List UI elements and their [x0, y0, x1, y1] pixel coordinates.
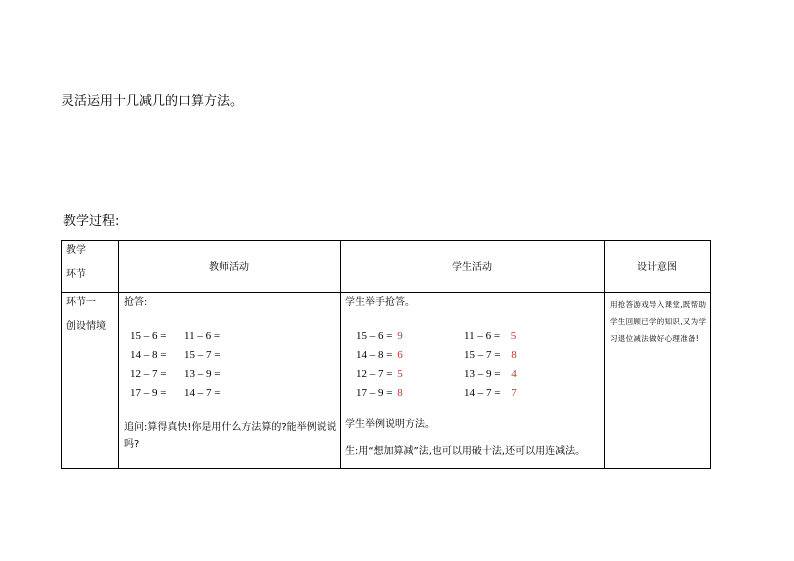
teacher-equation: 14 – 8 =	[130, 349, 167, 361]
teacher-equation: 17 – 9 =	[130, 387, 167, 399]
teacher-equation: 11 – 6 =	[184, 330, 221, 342]
header-design: 设计意图	[637, 262, 677, 273]
student-equation	[356, 349, 403, 361]
equation-text: 15 – 7 =	[464, 349, 504, 361]
design-intent: 用抢答游戏导入课堂,既帮助学生回顾已学的知识,又为学习退位减法做好心理准备!	[610, 300, 707, 343]
intro-text: 灵活运用十几减几的口算方法。	[61, 94, 244, 109]
teacher-equation: 12 – 7 =	[130, 368, 167, 380]
header-student: 学生活动	[452, 262, 492, 273]
equation-text: 14 – 8 =	[356, 349, 396, 361]
student-equation	[356, 387, 403, 399]
header-teacher: 教师活动	[209, 262, 249, 273]
header-stage-line2: 环节	[66, 269, 86, 280]
stage-label-line2: 创设情境	[66, 321, 106, 332]
student-equation	[464, 368, 517, 380]
teacher-equation: 15 – 6 =	[130, 330, 167, 342]
student-explain: 学生举例说明方法。	[345, 419, 435, 430]
student-equation	[464, 349, 517, 361]
answer-value: 6	[397, 349, 403, 361]
student-equation	[464, 387, 517, 399]
table-divider	[62, 292, 710, 293]
answer-value: 8	[511, 349, 517, 361]
student-equation	[464, 330, 516, 342]
equation-text: 14 – 7 =	[464, 387, 504, 399]
table-divider	[340, 241, 341, 468]
teacher-intro: 抢答:	[124, 297, 148, 308]
answer-value: 5	[397, 368, 403, 380]
answer-value: 5	[510, 330, 517, 342]
lesson-table	[61, 240, 711, 469]
answer-value: 8	[397, 387, 403, 399]
equation-text: 15 – 6 =	[356, 330, 396, 342]
answer-value: 9	[397, 330, 403, 342]
teacher-question: 追问:算得真快!你是用什么方法算的?能举例说说吗?	[124, 422, 337, 450]
teacher-equation: 14 – 7 =	[184, 387, 221, 399]
answer-value: 7	[511, 387, 517, 399]
teacher-equation: 13 – 9 =	[184, 368, 221, 380]
student-equation	[356, 330, 403, 342]
equation-text: 17 – 9 =	[356, 387, 396, 399]
equation-text: 11 – 6 =	[464, 330, 503, 342]
answer-value: 4	[511, 368, 517, 380]
equation-text: 13 – 9 =	[464, 368, 504, 380]
header-stage-line1: 教学	[66, 245, 86, 256]
equation-text: 12 – 7 =	[356, 368, 396, 380]
section-heading: 教学过程:	[63, 214, 120, 229]
student-equation	[356, 368, 403, 380]
table-divider	[604, 241, 605, 468]
teacher-equation: 15 – 7 =	[184, 349, 221, 361]
student-answer: 生:用“想加算减”法,也可以用破十法,还可以用连减法。	[345, 446, 586, 457]
stage-label-line1: 环节一	[66, 297, 96, 308]
table-divider	[118, 241, 119, 468]
student-intro: 学生举手抢答。	[345, 297, 415, 308]
